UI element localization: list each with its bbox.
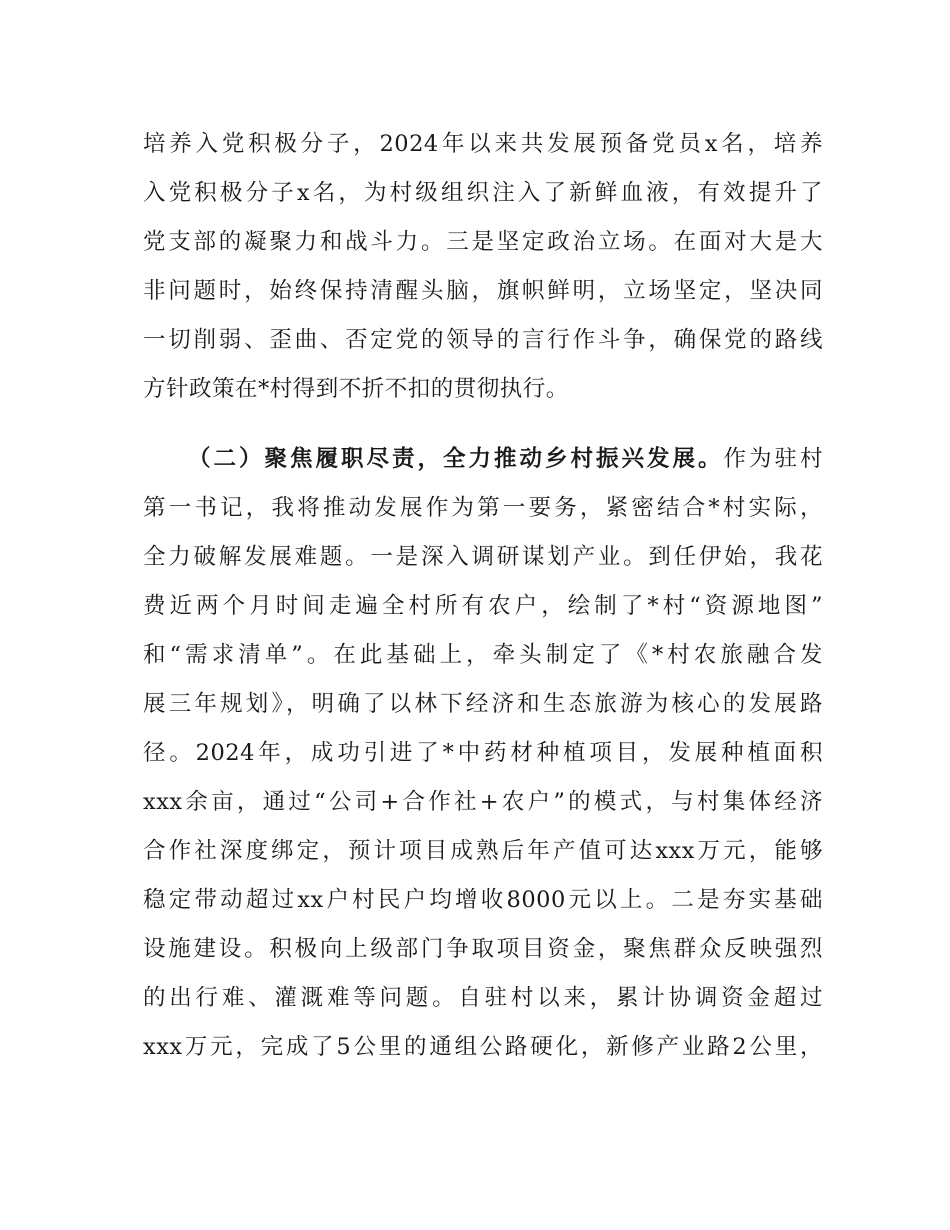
paragraph-2-line-3: 全力破解发展难题。一是深入调研谋划产业。到任伊始，我花 xyxy=(143,544,823,570)
paragraph-1-line-2: 入党积极分子x名，为村级组织注入了新鲜血液，有效提升了 xyxy=(143,180,823,206)
paragraph-2-line-11: 设施建设。积极向上级部门争取项目资金，聚焦群众反映强烈 xyxy=(143,936,823,962)
paragraph-2-line-6: 展三年规划》，明确了以林下经济和生态旅游为核心的发展路 xyxy=(143,691,823,717)
paragraph-2-line-12: 的出行难、灌溉难等问题。自驻村以来，累计协调资金超过 xyxy=(143,985,823,1011)
paragraph-2-line-8: xxx余亩，通过“公司+合作社+农户”的模式，与村集体经济 xyxy=(143,789,823,815)
paragraph-1-line-1: 培养入党积极分子，2024年以来共发展预备党员x名，培养 xyxy=(143,131,823,157)
paragraph-1-line-3: 党支部的凝聚力和战斗力。三是坚定政治立场。在面对大是大 xyxy=(143,229,823,255)
section-heading-continuation: 作为驻村 xyxy=(723,446,823,472)
paragraph-1-line-5: 一切削弱、歪曲、否定党的领导的言行作斗争，确保党的路线 xyxy=(143,327,823,353)
paragraph-2-line-4: 费近两个月时间走遍全村所有农户，绘制了*村“资源地图” xyxy=(143,593,823,619)
paragraph-2-line-2: 第一书记，我将推动发展作为第一要务，紧密结合*村实际， xyxy=(143,495,823,521)
paragraph-2-line-5: 和“需求清单”。在此基础上，牵头制定了《*村农旅融合发 xyxy=(143,642,823,668)
section-heading: （二）聚焦履职尽责，全力推动乡村振兴发展。 xyxy=(188,446,724,472)
paragraph-1-line-6: 方针政策在*村得到不折不扣的贯彻执行。 xyxy=(143,376,569,402)
paragraph-2-line-7: 径。2024年，成功引进了*中药材种植项目，发展种植面积 xyxy=(143,740,823,766)
paragraph-2-line-9: 合作社深度绑定，预计项目成熟后年产值可达xxx万元，能够 xyxy=(143,838,823,864)
paragraph-2-line-13: xxx万元，完成了5公里的通组公路硬化，新修产业路2公里， xyxy=(143,1034,823,1060)
paragraph-2-line-10: 稳定带动超过xx户村民户均增收8000元以上。二是夯实基础 xyxy=(143,887,823,913)
paragraph-2-line-1 xyxy=(188,444,823,474)
paragraph-1-line-4: 非问题时，始终保持清醒头脑，旗帜鲜明，立场坚定，坚决同 xyxy=(143,278,823,304)
